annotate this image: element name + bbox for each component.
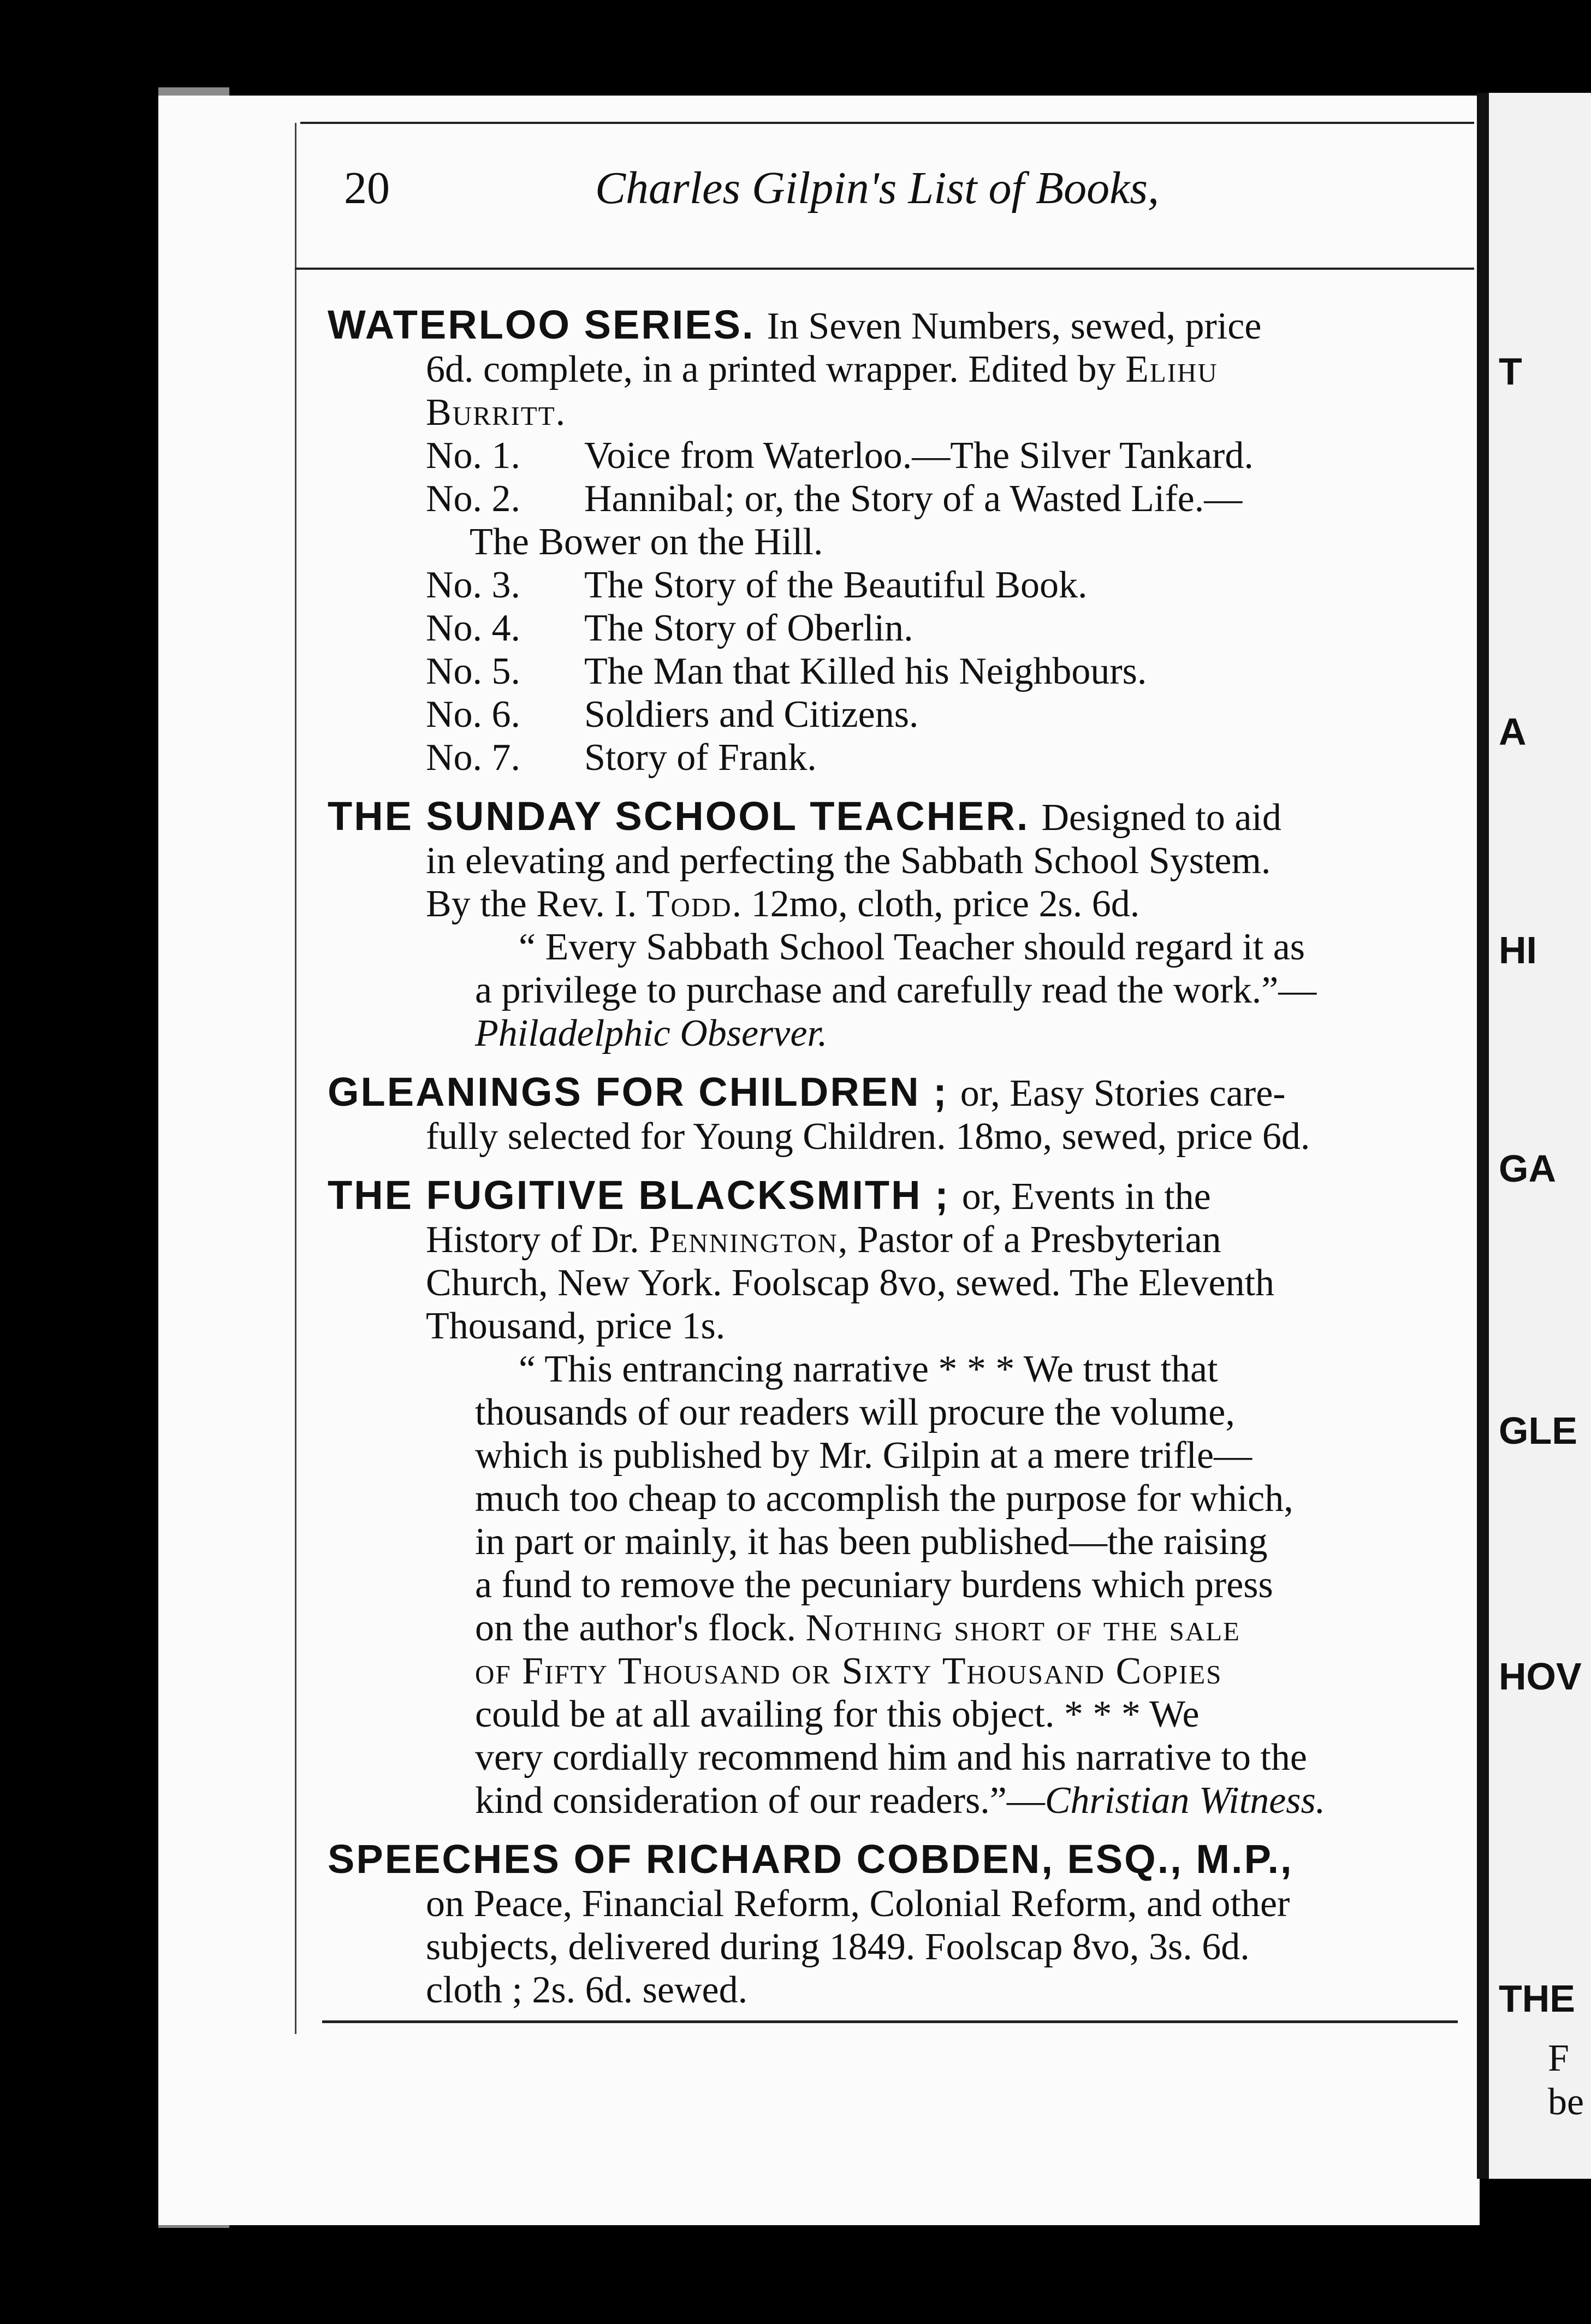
series-number: No. 2. — [426, 478, 521, 520]
series-title: Voice from Waterloo.—The Silver Tankard. — [584, 435, 1254, 477]
entry-description: cloth ; 2s. 6d. sewed. — [426, 1969, 748, 2011]
series-title: Hannibal; or, the Story of a Wasted Life.— — [584, 478, 1243, 520]
entry-title: THE FUGITIVE BLACKSMITH ; — [328, 1172, 950, 1218]
review-quote: of Fifty Thousand or Sixty Thousand Copies — [475, 1650, 1222, 1692]
entry-sunday-school-teacher — [328, 793, 1436, 1055]
adjacent-page-edge — [1477, 93, 1591, 2179]
entry-description: . 12mo, cloth, price 2s. 6d. — [732, 883, 1140, 925]
review-quote: which is published by Mr. Gilpin at a mere trifle— — [475, 1434, 1252, 1477]
review-quote: in part or mainly, it has been published—the raising — [475, 1521, 1268, 1563]
author-name: Todd — [646, 883, 732, 925]
editor-name: Elihu — [1125, 348, 1218, 390]
entry-description: subjects, delivered during 1849. Foolscap 8vo, 3s. 6d. — [426, 1926, 1250, 1968]
entry-description: History of Dr. — [426, 1219, 639, 1261]
review-quote: a fund to remove the pecuniary burdens which press — [475, 1564, 1273, 1606]
list-item — [344, 693, 1436, 736]
list-item — [344, 650, 1436, 693]
entry-title: WATERLOO SERIES. — [328, 302, 755, 347]
adjacent-text-fragment: be — [1548, 2081, 1584, 2123]
review-quote: much too cheap to accomplish the purpose for which, — [475, 1478, 1293, 1520]
adjacent-text-fragment: GA — [1499, 1147, 1556, 1190]
quote-source: Christian Witness. — [1044, 1780, 1326, 1822]
left-margin-rule — [295, 123, 296, 2034]
list-item — [344, 477, 1436, 520]
series-title: Story of Frank. — [584, 737, 817, 779]
entry-description: 6d. complete, in a printed wrapper. Edited by — [426, 348, 1116, 390]
series-number: No. 3. — [426, 564, 521, 606]
entry-title: THE SUNDAY SCHOOL TEACHER. — [328, 793, 1030, 839]
entry-description: Thousand, price 1s. — [426, 1305, 726, 1347]
series-number: No. 4. — [426, 607, 521, 649]
entry-description: , Pastor of a Presbyterian — [838, 1219, 1221, 1261]
review-quote: kind consideration of our readers.”— — [475, 1780, 1045, 1822]
series-title: The Story of Oberlin. — [584, 607, 913, 649]
entry-description: Designed to aid — [1041, 797, 1281, 839]
list-item-continuation: The Bower on the Hill. — [470, 521, 823, 563]
entry-title: GLEANINGS FOR CHILDREN ; — [328, 1069, 948, 1114]
entry-description: in elevating and perfecting the Sabbath School System. — [426, 840, 1271, 882]
page-gutter — [1477, 93, 1489, 2179]
adjacent-text-fragment: GLE — [1499, 1409, 1577, 1452]
adjacent-text-fragment: T — [1499, 350, 1522, 393]
series-title: Soldiers and Citizens. — [584, 693, 919, 736]
running-title: Charles Gilpin's List of Books, — [595, 163, 1160, 214]
adjacent-text-fragment: A — [1499, 710, 1527, 753]
top-rule — [300, 122, 1474, 124]
entry-description: fully selected for Young Children. 18mo, sewed, price 6d. — [426, 1116, 1310, 1158]
editor-name: Burritt — [426, 392, 556, 434]
list-item — [344, 434, 1436, 477]
entry-cobden-speeches — [328, 1836, 1436, 2012]
series-number: No. 6. — [426, 693, 521, 736]
series-title: The Story of the Beautiful Book. — [584, 564, 1088, 606]
page-header — [344, 156, 1469, 221]
person-name: Pennington — [649, 1219, 838, 1261]
entry-title: SPEECHES OF RICHARD COBDEN, ESQ., M.P., — [328, 1836, 1293, 1882]
review-quote: Nothing short of the sale — [805, 1607, 1240, 1649]
entry-description: By the Rev. I. — [426, 883, 637, 925]
review-quote: “ This entrancing narrative * * * We trust that — [519, 1348, 1218, 1390]
quote-source: Philadelphic Observer. — [475, 1012, 828, 1054]
entry-description: In Seven Numbers, sewed, price — [767, 305, 1262, 347]
entry-gleanings-for-children — [328, 1069, 1436, 1158]
adjacent-text-fragment: HI — [1499, 929, 1537, 971]
review-quote: on the author's flock. — [475, 1607, 797, 1649]
book-list — [328, 302, 1436, 2027]
series-number: No. 7. — [426, 737, 521, 779]
review-quote: could be at all availing for this object. * * * We — [475, 1693, 1200, 1735]
entry-description: Church, New York. Foolscap 8vo, sewed. The Eleventh — [426, 1262, 1275, 1304]
review-quote: “ Every Sabbath School Teacher should regard it as — [519, 926, 1305, 968]
list-item — [344, 564, 1436, 607]
series-number: No. 5. — [426, 650, 521, 692]
review-quote: very cordially recommend him and his narrative to the — [475, 1736, 1307, 1778]
page-number: 20 — [344, 163, 390, 214]
entry-fugitive-blacksmith — [328, 1172, 1436, 1822]
adjacent-text-fragment: HOV — [1499, 1655, 1582, 1698]
entry-description: or, Easy Stories care- — [960, 1072, 1286, 1114]
header-rule — [295, 268, 1474, 270]
book-page — [158, 96, 1480, 2225]
entry-waterloo-series — [328, 302, 1436, 779]
series-list — [344, 434, 1436, 779]
series-title: The Man that Killed his Neighbours. — [584, 650, 1147, 692]
series-number: No. 1. — [426, 435, 521, 477]
entry-description: or, Events in the — [961, 1176, 1211, 1218]
bottom-rule — [322, 2020, 1458, 2023]
review-quote: a privilege to purchase and carefully read the work.”— — [475, 969, 1317, 1011]
punctuation: . — [555, 392, 566, 434]
adjacent-text-fragment: F — [1548, 2037, 1569, 2079]
list-item — [344, 736, 1436, 779]
adjacent-text-fragment: THE — [1499, 1977, 1575, 2020]
list-item — [344, 607, 1436, 650]
review-quote: thousands of our readers will procure the volume, — [475, 1391, 1235, 1433]
entry-description: on Peace, Financial Reform, Colonial Reform, and other — [426, 1883, 1290, 1925]
